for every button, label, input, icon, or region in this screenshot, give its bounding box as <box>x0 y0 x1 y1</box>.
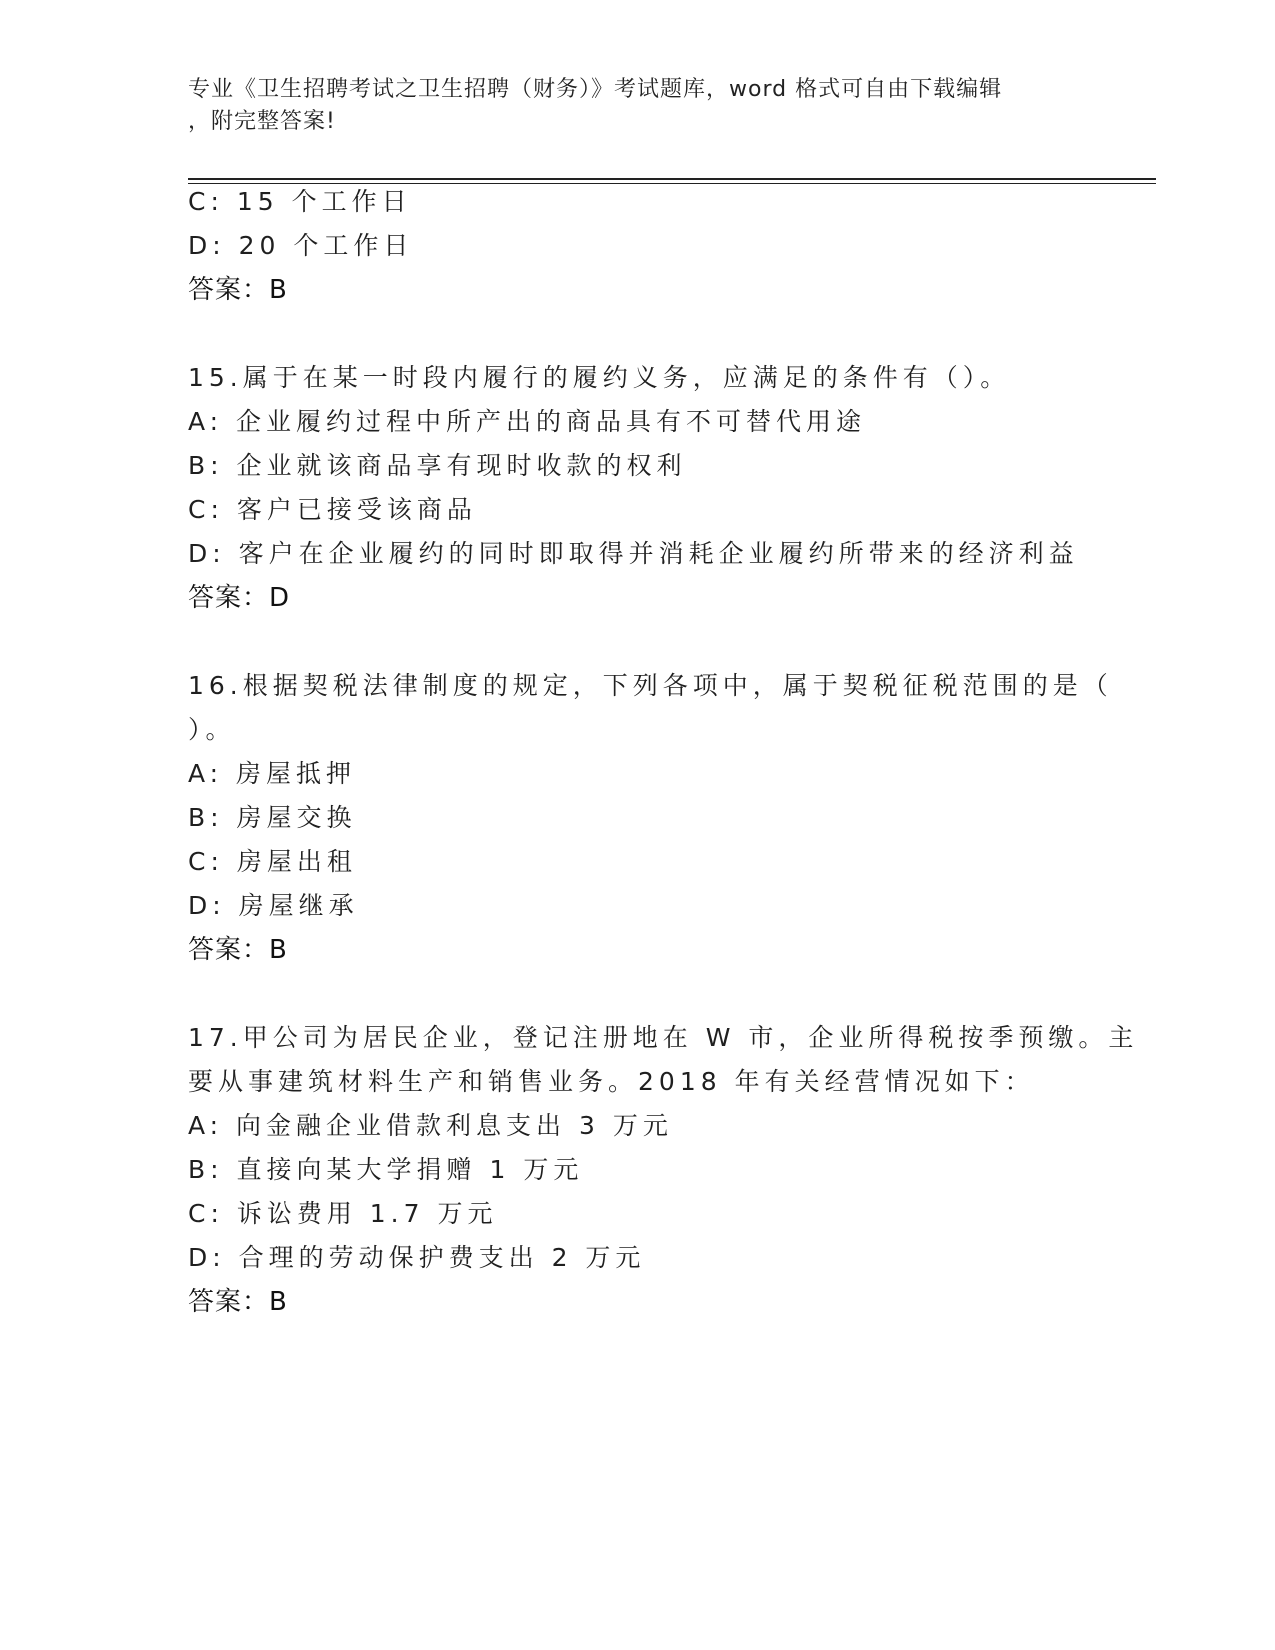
q14-option-c: C: 15 个工作日 <box>188 187 412 216</box>
q15-option-d: D: 客户在企业履约的同时即取得并消耗企业履约所带来的经济利益 <box>188 539 1079 568</box>
q15-answer: 答案：D <box>188 583 291 613</box>
q17-option-b: B: 直接向某大学捐赠 1 万元 <box>188 1155 584 1184</box>
q16-stem-line-2: ）。 <box>188 715 236 744</box>
q16-option-a: A: 房屋抵押 <box>188 759 357 788</box>
header-rule-thin <box>188 183 1156 184</box>
q15-option-a: A: 企业履约过程中所产出的商品具有不可替代用途 <box>188 407 867 436</box>
q14-option-d: D: 20 个工作日 <box>188 231 414 260</box>
q16-option-d: D: 房屋继承 <box>188 891 359 920</box>
q17-option-c: C: 诉讼费用 1.7 万元 <box>188 1199 498 1228</box>
q17-option-d: D: 合理的劳动保护费支出 2 万元 <box>188 1243 646 1272</box>
header-line-2: ，附完整答案! <box>188 109 336 134</box>
q17-stem-line-1: 17.甲公司为居民企业，登记注册地在 W 市，企业所得税按季预缴。主 <box>188 1023 1139 1052</box>
q15-stem: 15.属于在某一时段内履行的履约义务，应满足的条件有（）。 <box>188 363 1011 392</box>
q14-answer: 答案：B <box>188 275 288 305</box>
q17-option-a: A: 向金融企业借款利息支出 3 万元 <box>188 1111 673 1140</box>
q17-answer: 答案：B <box>188 1287 288 1317</box>
document-header <box>188 74 1068 138</box>
q16-option-c: C: 房屋出租 <box>188 847 357 876</box>
q16-option-b: B: 房屋交换 <box>188 803 357 832</box>
header-line-1: 专业《卫生招聘考试之卫生招聘（财务）》考试题库，word 格式可自由下载编辑 <box>188 77 1003 102</box>
q16-answer: 答案：B <box>188 935 288 965</box>
q17-stem-line-2: 要从事建筑材料生产和销售业务。2018 年有关经营情况如下： <box>188 1067 1035 1096</box>
q15-option-c: C: 客户已接受该商品 <box>188 495 477 524</box>
q15-option-b: B: 企业就该商品享有现时收款的权利 <box>188 451 687 480</box>
q16-stem-line-1: 16.根据契税法律制度的规定，下列各项中，属于契税征税范围的是（ <box>188 671 1113 700</box>
header-rule-thick <box>188 178 1156 180</box>
